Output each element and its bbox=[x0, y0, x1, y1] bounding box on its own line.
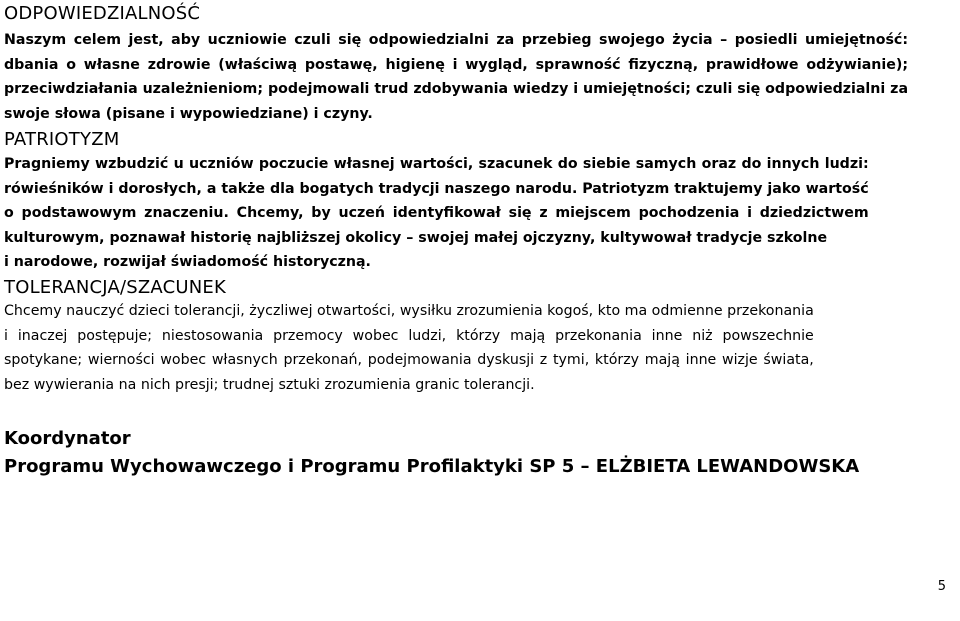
body-line: o podstawowym znaczeniu. Chcemy, by uczeń identyfikował się z miejscem pochodzenia i dziedzictwem bbox=[4, 205, 869, 221]
body-line: rówieśników i dorosłych, a także dla bogatych tradycji naszego narodu. Patriotyzm traktujemy jako wartość bbox=[4, 180, 869, 197]
section-heading-odpowiedzialnosc: ODPOWIEDZIALNOŚĆ bbox=[4, 3, 201, 24]
body-line: przeciwdziałania uzależnieniom; podejmowali trud zdobywania wiedzy i umiejętności; czuli się odpowiedzialni za bbox=[4, 81, 909, 97]
body-line: Naszym celem jest, aby uczniowie czuli się odpowiedzialni za przebieg swojego życia – posiedli umiejętność: bbox=[4, 32, 909, 48]
body-line: kulturowym, poznawał historię najbliższej okolicy – swojej małej ojczyzny, kultywował tradycje szkolne bbox=[4, 229, 828, 246]
section-body-tolerancja bbox=[4, 299, 814, 397]
body-line: Pragniemy wzbudzić u uczniów poczucie własnej wartości, szacunek do siebie samych oraz do innych ludzi: bbox=[4, 156, 869, 172]
body-line: dbania o własne zdrowie (właściwą postawę, higienę i wygląd, sprawność fizyczną, prawidłowe odżywianie); bbox=[4, 56, 909, 73]
body-line: i inaczej postępuje; niestosowania przemocy wobec ludzi, którzy mają przekonania inne niż powszechnie bbox=[4, 327, 814, 344]
body-line: spotykane; wierności wobec własnych przekonań, podejmowania dyskusji z tymi, którzy mają inne wizje świata, bbox=[4, 352, 814, 368]
section-body-patriotyzm bbox=[4, 152, 869, 275]
body-line: Chcemy nauczyć dzieci tolerancji, życzliwej otwartości, wysiłku zrozumienia kogoś, kto ma odmienne przekonania bbox=[4, 303, 814, 319]
section-heading-patriotyzm: PATRIOTYZM bbox=[4, 129, 120, 150]
section-body-odpowiedzialnosc bbox=[4, 28, 908, 126]
body-line: swoje słowa (pisane i wypowiedziane) i czyny. bbox=[4, 105, 373, 122]
page-number: 5 bbox=[937, 579, 946, 594]
body-line: i narodowe, rozwijał świadomość historyczną. bbox=[4, 254, 371, 270]
section-heading-tolerancja: TOLERANCJA/SZACUNEK bbox=[4, 277, 226, 298]
coordinator-line: Programu Wychowawczego i Programu Profilaktyki SP 5 – ELŻBIETA LEWANDOWSKA bbox=[4, 456, 860, 477]
coordinator-title: Koordynator bbox=[4, 428, 131, 449]
body-line: bez wywierania na nich presji; trudnej sztuki zrozumienia granic tolerancji. bbox=[4, 376, 535, 393]
